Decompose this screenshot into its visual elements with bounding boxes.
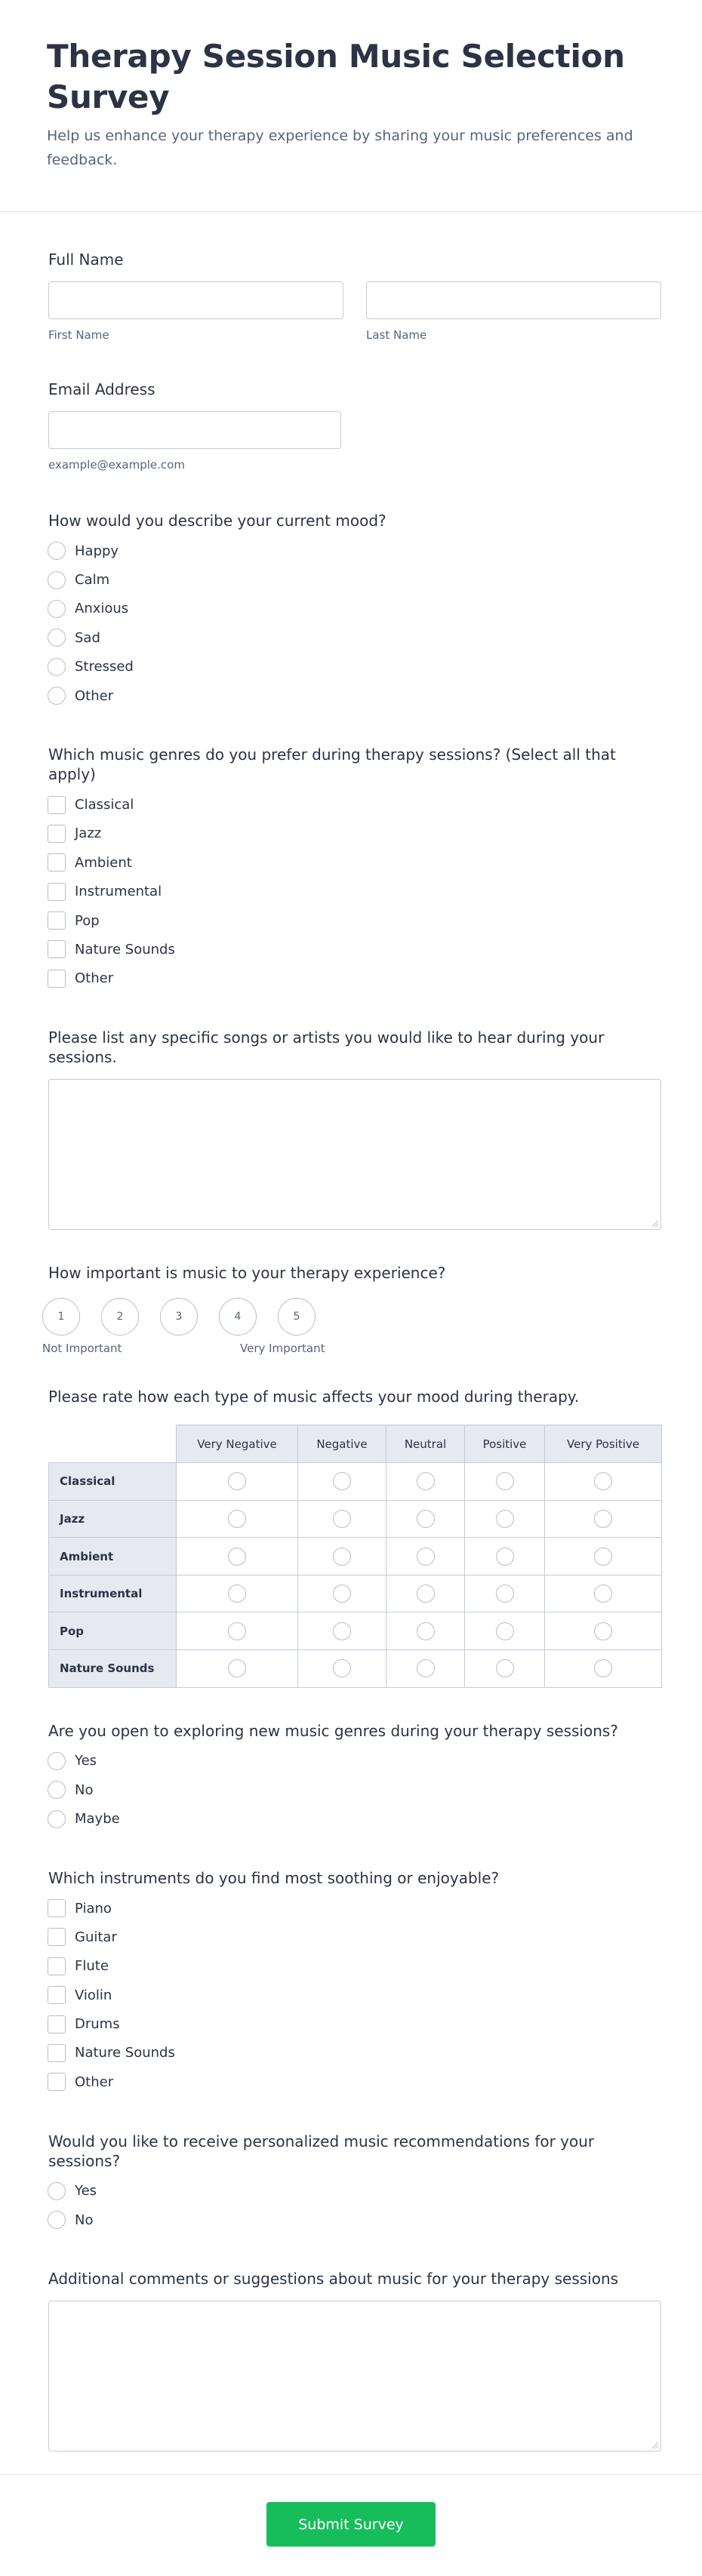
matrix-radio[interactable] (417, 1510, 435, 1528)
matrix-radio[interactable] (333, 1622, 351, 1640)
genre-option-label: Nature Sounds (75, 941, 175, 958)
matrix-radio[interactable] (228, 1510, 246, 1528)
genre-option[interactable] (48, 848, 661, 877)
email-label: Email Address (48, 380, 155, 398)
matrix-radio[interactable] (496, 1659, 514, 1677)
mood-option-label: Anxious (75, 601, 129, 617)
matrix-radio[interactable] (594, 1659, 612, 1677)
mood-option-label: Sad (75, 629, 100, 646)
matrix-radio[interactable] (333, 1548, 351, 1566)
rating-matrix (48, 1425, 662, 1688)
checkbox[interactable] (48, 1928, 66, 1946)
genre-option[interactable] (48, 935, 661, 964)
checkbox[interactable] (48, 1957, 66, 1975)
mood-option[interactable] (48, 595, 661, 623)
explore-option-label: No (75, 1781, 94, 1798)
matrix-corner (49, 1425, 177, 1463)
resize-handle-icon[interactable] (652, 2442, 658, 2448)
checkbox[interactable] (48, 825, 66, 843)
mood-option[interactable] (48, 681, 661, 710)
instrument-option[interactable] (48, 1981, 661, 2009)
matrix-column-header: Negative (298, 1425, 386, 1463)
radio-button[interactable] (48, 542, 66, 560)
full-name-label: Full Name (48, 251, 124, 269)
scale-option[interactable]: 4 (219, 1298, 257, 1336)
radio-button[interactable] (48, 1810, 66, 1828)
recommendation-option[interactable] (48, 2206, 661, 2234)
question-full-name (0, 250, 702, 342)
genre-option-label: Ambient (75, 854, 132, 871)
matrix-row-label: Jazz (49, 1500, 177, 1538)
matrix-radio[interactable] (594, 1548, 612, 1566)
checkbox[interactable] (48, 940, 66, 958)
matrix-radio[interactable] (417, 1659, 435, 1677)
matrix-radio[interactable] (228, 1548, 246, 1566)
instrument-option-label: Drums (75, 2016, 120, 2033)
genre-option-label: Instrumental (75, 884, 162, 900)
mood-option[interactable] (48, 565, 661, 594)
explore-option[interactable] (48, 1747, 661, 1775)
checkbox[interactable] (48, 2073, 66, 2091)
question-songs (0, 1028, 702, 1230)
instrument-option[interactable] (48, 2039, 661, 2067)
importance-label: How important is music to your therapy experience? (48, 1264, 446, 1283)
mood-label: How would you describe your current mood? (48, 512, 386, 530)
checkbox[interactable] (48, 883, 66, 901)
genre-option-label: Pop (75, 912, 100, 929)
matrix-radio[interactable] (333, 1472, 351, 1490)
instrument-option-label: Nature Sounds (75, 2045, 175, 2061)
instrument-option[interactable] (48, 1923, 661, 1951)
matrix-row (49, 1575, 662, 1612)
instrument-option[interactable] (48, 2009, 661, 2038)
radio-button[interactable] (48, 1781, 66, 1799)
genres-label: Which music genres do you prefer during therapy sessions? (Select all that apply) (48, 745, 616, 784)
form-footer (0, 2474, 702, 2576)
checkbox[interactable] (48, 970, 66, 988)
genre-option[interactable] (48, 790, 661, 819)
matrix-radio[interactable] (333, 1585, 351, 1603)
matrix-row (49, 1538, 662, 1575)
page-subtitle: Help us enhance your therapy experience by sharing your music preferences and feedback. (47, 128, 633, 168)
matrix-row-label: Nature Sounds (49, 1650, 177, 1688)
comments-textarea[interactable] (48, 2301, 661, 2452)
instrument-option-label: Other (75, 2073, 114, 2090)
scale-option[interactable]: 2 (101, 1298, 139, 1336)
mood-option-label: Happy (75, 543, 119, 559)
checkbox[interactable] (48, 853, 66, 871)
scale-option[interactable]: 5 (278, 1298, 316, 1336)
checkbox[interactable] (48, 2044, 66, 2062)
genre-option[interactable] (48, 878, 661, 906)
matrix-radio[interactable] (594, 1622, 612, 1640)
comments-label: Additional comments or suggestions about music for your therapy sessions (48, 2270, 619, 2289)
email-input[interactable] (48, 411, 341, 449)
matrix-radio[interactable] (496, 1622, 514, 1640)
scale-option[interactable]: 1 (42, 1298, 80, 1336)
radio-button[interactable] (48, 629, 66, 647)
matrix-radio[interactable] (417, 1548, 435, 1566)
matrix-row-label: Ambient (49, 1538, 177, 1575)
scale-high-label: Very Important (240, 1342, 325, 1356)
matrix-row (49, 1500, 662, 1538)
instrument-option-label: Guitar (75, 1929, 117, 1945)
mood-option[interactable] (48, 536, 661, 565)
matrix-label: Please rate how each type of music affects your mood during therapy. (48, 1388, 580, 1406)
matrix-column-header: Positive (465, 1425, 545, 1463)
matrix-radio[interactable] (594, 1585, 612, 1603)
checkbox[interactable] (48, 796, 66, 814)
radio-button[interactable] (48, 2211, 66, 2229)
matrix-radio[interactable] (228, 1659, 246, 1677)
songs-label: Please list any specific songs or artists you would like to hear during your sessions. (48, 1028, 605, 1067)
mood-option-label: Stressed (75, 659, 134, 675)
matrix-radio[interactable] (496, 1472, 514, 1490)
radio-button[interactable] (48, 658, 66, 676)
importance-scale (42, 1298, 661, 1336)
explore-option-label: Maybe (75, 1811, 120, 1827)
matrix-radio[interactable] (594, 1472, 612, 1490)
genre-option-label: Other (75, 970, 114, 987)
radio-button[interactable] (48, 1752, 66, 1770)
scale-labels (42, 1342, 661, 1357)
mood-option[interactable] (48, 653, 661, 681)
matrix-row-label: Classical (49, 1463, 177, 1501)
last-name-sublabel: Last Name (366, 328, 427, 342)
instrument-option[interactable] (48, 1952, 661, 1981)
question-comments (0, 2269, 702, 2452)
matrix-radio[interactable] (228, 1585, 246, 1603)
genre-option-label: Classical (75, 797, 134, 813)
first-name-input[interactable] (48, 281, 343, 319)
question-explore (0, 1721, 702, 1834)
radio-button[interactable] (48, 2182, 66, 2200)
submit-button[interactable]: Submit Survey (266, 2502, 436, 2547)
scale-low-label: Not Important (42, 1342, 122, 1356)
explore-label: Are you open to exploring new music genres during your therapy sessions? (48, 1721, 618, 1740)
matrix-radio[interactable] (228, 1622, 246, 1640)
checkbox[interactable] (48, 1899, 66, 1917)
checkbox[interactable] (48, 911, 66, 930)
genre-option[interactable] (48, 906, 661, 935)
matrix-radio[interactable] (228, 1472, 246, 1490)
email-sublabel: example@example.com (48, 458, 185, 472)
matrix-row (49, 1612, 662, 1650)
question-matrix (0, 1387, 702, 1688)
question-importance (0, 1263, 702, 1357)
mood-option-label: Other (75, 687, 114, 704)
instrument-option[interactable] (48, 1894, 661, 1923)
question-instruments (0, 1868, 702, 2097)
instruments-label: Which instruments do you find most soothing or enjoyable? (48, 1868, 500, 1887)
matrix-radio[interactable] (417, 1472, 435, 1490)
matrix-row-label: Instrumental (49, 1575, 177, 1612)
scale-option[interactable]: 3 (160, 1298, 198, 1336)
question-recommendations (0, 2132, 702, 2235)
explore-option[interactable] (48, 1775, 661, 1804)
recommendations-label: Would you like to receive personalized music recommendations for your sessions? (48, 2132, 595, 2170)
instrument-option-label: Piano (75, 1900, 112, 1917)
recommendation-option[interactable] (48, 2177, 661, 2206)
checkbox[interactable] (48, 2015, 66, 2033)
recommendation-option-label: No (75, 2212, 94, 2228)
survey-header (0, 0, 702, 212)
survey-form (0, 250, 702, 2576)
mood-option[interactable] (48, 623, 661, 652)
instrument-option-label: Flute (75, 1958, 109, 1975)
instrument-option[interactable] (48, 2067, 661, 2096)
first-name-sublabel: First Name (48, 328, 109, 342)
checkbox[interactable] (48, 1986, 66, 2004)
explore-option-label: Yes (75, 1753, 97, 1769)
question-genres (0, 745, 702, 993)
genre-option[interactable] (48, 964, 661, 993)
genre-option-label: Jazz (75, 825, 102, 842)
matrix-row (49, 1463, 662, 1501)
matrix-column-header: Very Negative (177, 1425, 298, 1463)
explore-option[interactable] (48, 1804, 661, 1833)
matrix-radio[interactable] (333, 1659, 351, 1677)
matrix-column-header: Very Positive (545, 1425, 662, 1463)
recommendation-option-label: Yes (75, 2183, 97, 2199)
question-email (0, 380, 702, 472)
radio-button[interactable] (48, 600, 66, 618)
matrix-radio[interactable] (417, 1622, 435, 1640)
matrix-column-header: Neutral (386, 1425, 465, 1463)
matrix-radio[interactable] (496, 1548, 514, 1566)
genre-option[interactable] (48, 819, 661, 848)
mood-option-label: Calm (75, 572, 110, 589)
songs-textarea[interactable] (48, 1079, 661, 1230)
radio-button[interactable] (48, 571, 66, 589)
instrument-option-label: Violin (75, 1987, 112, 2003)
last-name-input[interactable] (366, 281, 661, 319)
question-mood (0, 511, 702, 710)
matrix-radio[interactable] (594, 1510, 612, 1528)
resize-handle-icon[interactable] (652, 1221, 658, 1227)
matrix-row-label: Pop (49, 1612, 177, 1650)
matrix-row (49, 1650, 662, 1688)
matrix-radio[interactable] (417, 1585, 435, 1603)
matrix-radio[interactable] (496, 1585, 514, 1603)
page-title: Therapy Session Music Selection Survey (47, 38, 625, 115)
matrix-radio[interactable] (496, 1510, 514, 1528)
matrix-radio[interactable] (333, 1510, 351, 1528)
radio-button[interactable] (48, 687, 66, 705)
